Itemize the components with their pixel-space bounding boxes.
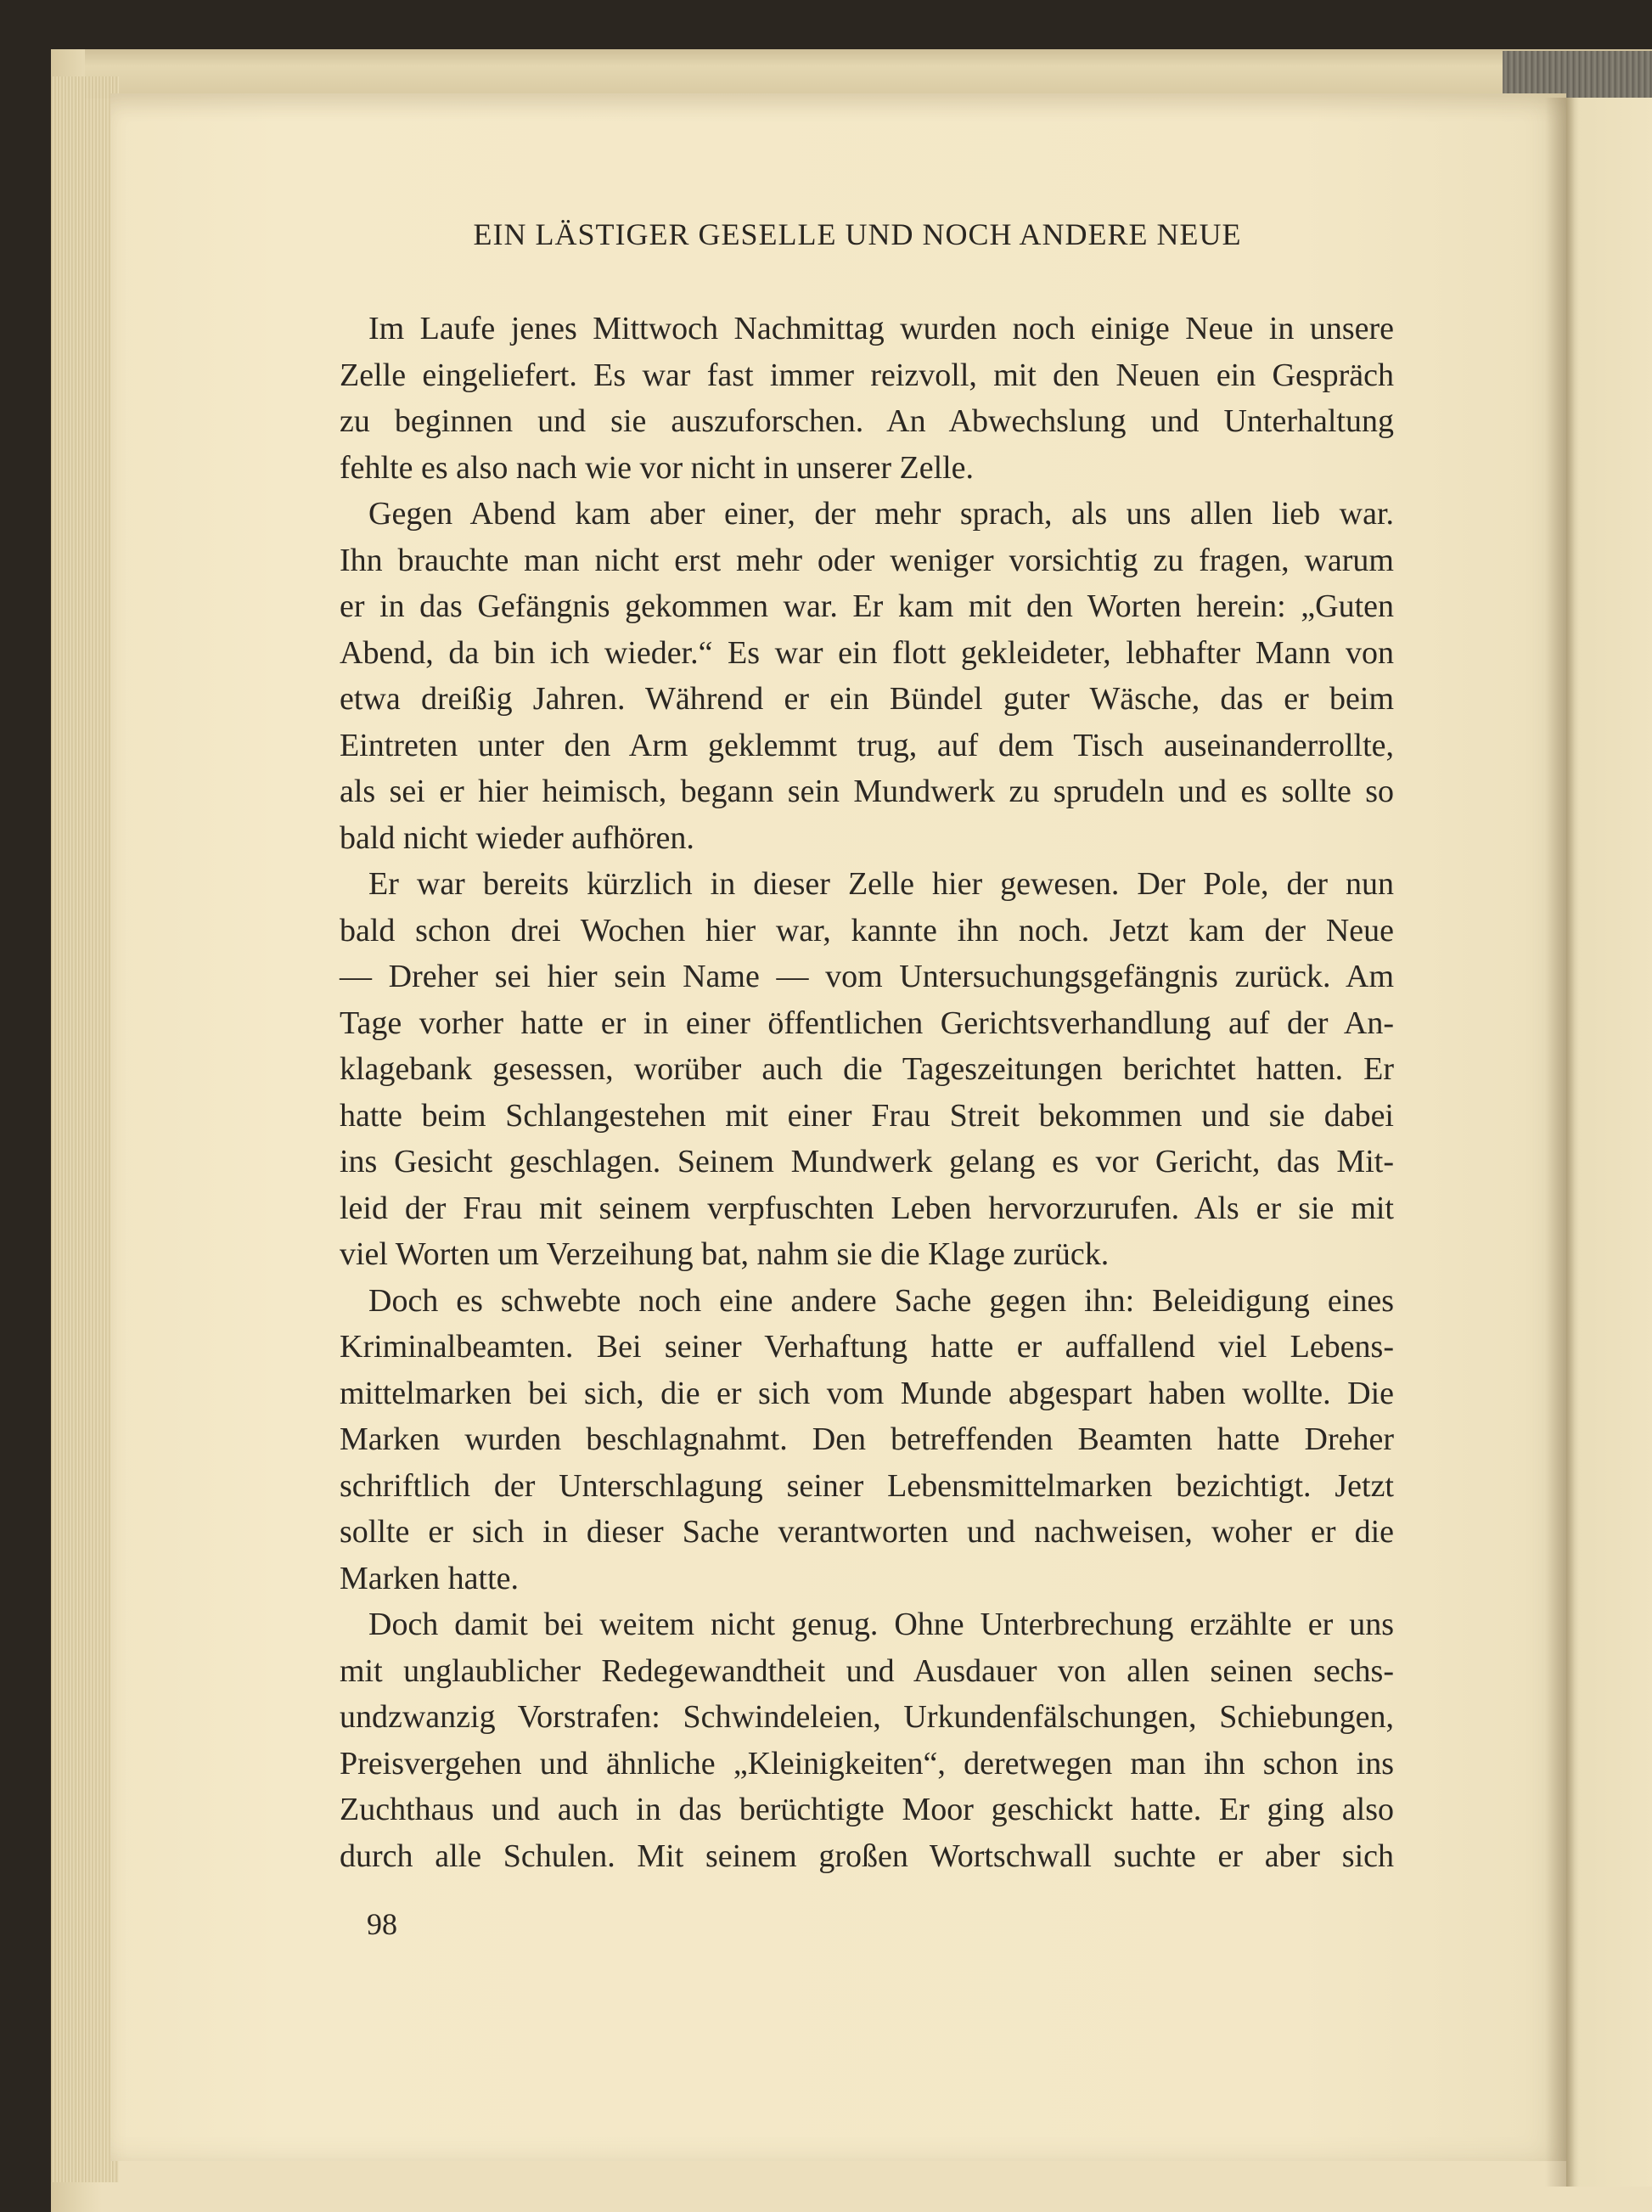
text-line: Eintreten unter den Arm geklemmt trug, auf dem Tisch auseinanderrollte, bbox=[340, 727, 1394, 763]
text-line: etwa dreißig Jahren. Während er ein Bündel guter Wäsche, das er beim bbox=[340, 681, 1394, 717]
text-line: zu beginnen und sie auszuforschen. An Abwechslung und Unterhaltung bbox=[340, 403, 1394, 439]
text-line: als sei er hier heimisch, begann sein Mundwerk zu sprudeln und es sollte so bbox=[340, 774, 1394, 809]
paragraph bbox=[340, 1278, 1394, 1602]
text-line: Er war bereits kürzlich in dieser Zelle hier gewesen. Der Pole, der nun bbox=[368, 866, 1394, 902]
text-line: Abend, da bin ich wieder.“ Es war ein flott gekleideter, lebhafter Mann von bbox=[340, 634, 1394, 671]
text-line: bald nicht wieder aufhören. bbox=[340, 819, 694, 856]
text-line: Tage vorher hatte er in einer öffentlichen Gerichtsverhandlung auf der An- bbox=[340, 1005, 1394, 1041]
paragraph bbox=[340, 491, 1394, 861]
text-line: hatte beim Schlangestehen mit einer Frau Streit bekommen und sie dabei bbox=[340, 1097, 1394, 1134]
text-line: viel Worten um Verzeihung bat, nahm sie die Klage zurück. bbox=[340, 1236, 1110, 1272]
text-line: Preisvergehen und ähnliche „Kleinigkeiten“, deretwegen man ihn schon ins bbox=[340, 1745, 1394, 1781]
text-line: klagebank gesessen, worüber auch die Tageszeitungen berichtet hatten. Er bbox=[340, 1051, 1394, 1087]
text-line: mit unglaublicher Redegewandtheit und Ausdauer von allen seinen sechs- bbox=[340, 1652, 1394, 1689]
text-line: Doch damit bei weitem nicht genug. Ohne Unterbrechung erzählte er uns bbox=[368, 1607, 1394, 1642]
text-line: fehlte es also nach wie vor nicht in unserer Zelle. bbox=[340, 449, 975, 486]
page-number: 98 bbox=[367, 1907, 397, 1941]
text-line: Gegen Abend kam aber einer, der mehr sprach, als uns allen lieb war. bbox=[368, 496, 1394, 532]
book-binding-cloth bbox=[1503, 51, 1652, 98]
text-line: ins Gesicht geschlagen. Seinem Mundwerk gelang es vor Gericht, das Mit- bbox=[340, 1144, 1394, 1179]
facing-page-edge bbox=[1566, 98, 1652, 2187]
text-line: er in das Gefängnis gekommen war. Er kam mit den Worten herein: „Guten bbox=[340, 588, 1394, 624]
text-line: durch alle Schulen. Mit seinem großen Wortschwall suchte er aber sich bbox=[340, 1838, 1394, 1874]
text-line: undzwanzig Vorstrafen: Schwindeleien, Urkundenfälschungen, Schiebungen, bbox=[340, 1699, 1394, 1735]
text-line: sollte er sich in dieser Sache verantworten und nachweisen, woher er die bbox=[340, 1514, 1394, 1550]
stacked-page-edges bbox=[51, 76, 119, 2182]
text-line: Ihn brauchte man nicht erst mehr oder weniger vorsichtig zu fragen, warum bbox=[340, 542, 1394, 578]
text-line: Marken hatte. bbox=[340, 1560, 520, 1596]
paragraph bbox=[340, 306, 1394, 491]
gutter-shadow bbox=[1545, 98, 1579, 2187]
text-line: Zelle eingeliefert. Es war fast immer reizvoll, mit den Neuen ein Gespräch bbox=[340, 357, 1394, 393]
text-line: Marken wurden beschlagnahmt. Den betreffenden Beamten hatte Dreher bbox=[340, 1421, 1394, 1457]
text-line: schriftlich der Unterschlagung seiner Lebensmittelmarken bezichtigt. Jetzt bbox=[340, 1467, 1394, 1504]
text-line: leid der Frau mit seinem verpfuschten Leben hervorzurufen. Als er sie mit bbox=[340, 1190, 1394, 1226]
running-head: EIN LÄSTIGER GESELLE UND NOCH ANDERE NEUE bbox=[473, 217, 1242, 251]
paragraph bbox=[340, 1601, 1394, 1879]
text-line: Doch es schwebte noch eine andere Sache gegen ihn: Beleidigung eines bbox=[368, 1282, 1394, 1319]
text-line: Zuchthaus und auch in das berüchtigte Moor geschickt hatte. Er ging also bbox=[340, 1792, 1394, 1827]
book-top-edge bbox=[85, 49, 1652, 98]
paragraph bbox=[340, 861, 1394, 1278]
body-text bbox=[340, 306, 1394, 1879]
text-line: mittelmarken bei sich, die er sich vom Munde abgespart haben wollte. Die bbox=[340, 1375, 1394, 1411]
text-line: bald schon drei Wochen hier war, kannte ihn noch. Jetzt kam der Neue bbox=[340, 912, 1394, 948]
text-line: Im Laufe jenes Mittwoch Nachmittag wurden noch einige Neue in unsere bbox=[368, 311, 1394, 346]
text-line: — Dreher sei hier sein Name — vom Untersuchungsgefängnis zurück. Am bbox=[340, 959, 1394, 994]
text-line: Kriminalbeamten. Bei seiner Verhaftung hatte er auffallend viel Lebens- bbox=[340, 1329, 1394, 1365]
